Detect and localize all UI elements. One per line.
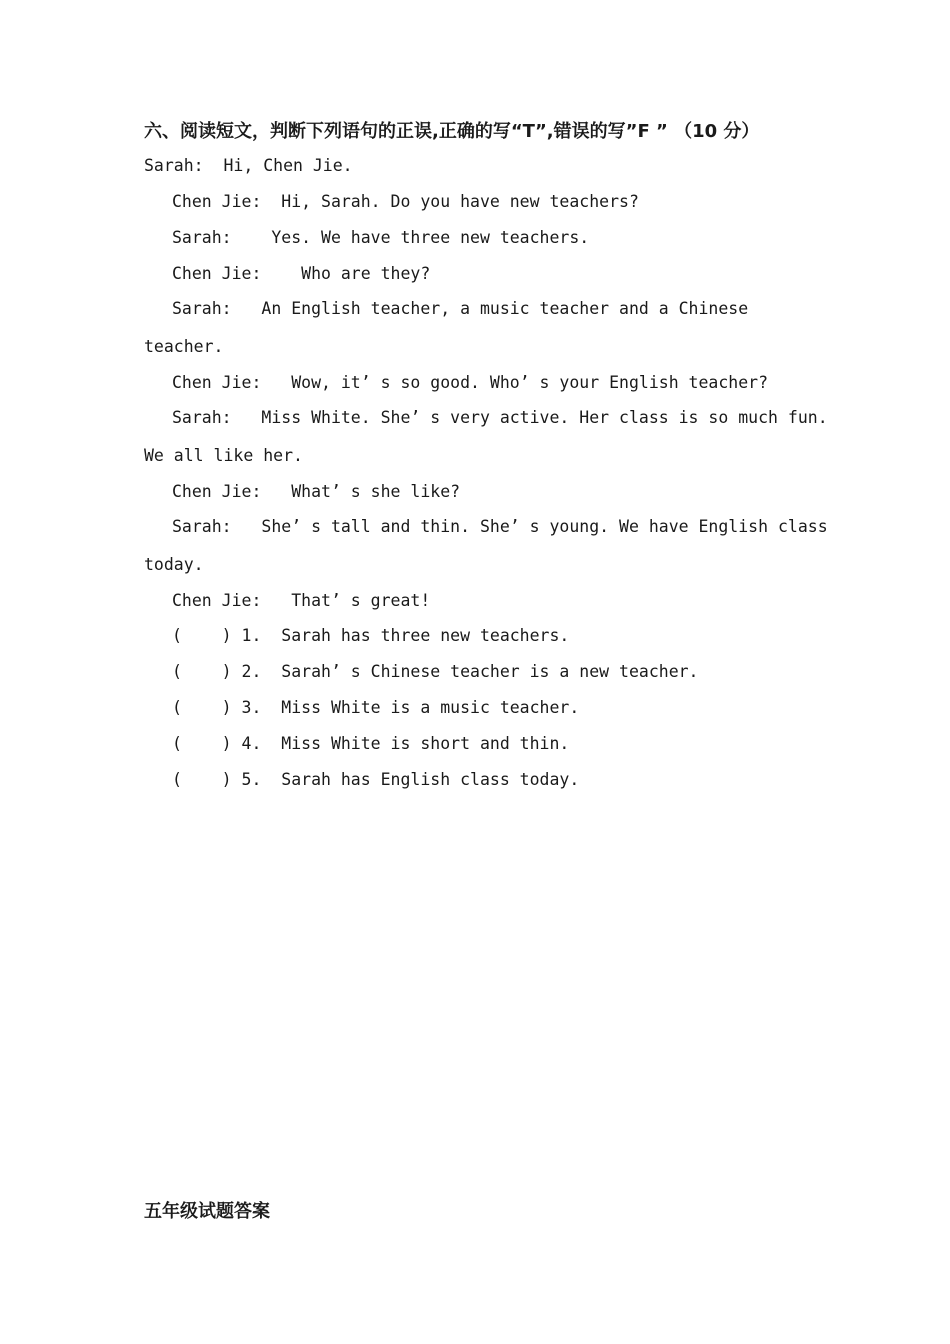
dialogue-line-5a: Sarah: An English teacher, a music teacher and a Chinese <box>172 299 749 318</box>
dialogue-line-2: Chen Jie: Hi, Sarah. Do you have new teachers? <box>172 192 639 211</box>
dialogue-line-6: Chen Jie: Wow, it’ s so good. Who’ s your English teacher? <box>172 373 769 392</box>
question-item-4: ( ) 4. Miss White is short and thin. <box>172 734 570 753</box>
dialogue-line-1: Sarah: Hi, Chen Jie. <box>144 156 353 175</box>
question-item-1: ( ) 1. Sarah has three new teachers. <box>172 626 570 645</box>
question-item-3: ( ) 3. Miss White is a music teacher. <box>172 698 580 717</box>
dialogue-line-4: Chen Jie: Who are they? <box>172 264 431 283</box>
dialogue-line-10: Chen Jie: That’ s great! <box>172 591 431 610</box>
question-item-5: ( ) 5. Sarah has English class today. <box>172 770 580 789</box>
dialogue-line-7b: We all like her. <box>144 446 303 465</box>
answers-heading: 五年级试题答案 <box>144 1201 270 1222</box>
section-six-heading: 六、阅读短文，判断下列语句的正误,正确的写“T”,错误的写”F ” （10 分） <box>144 121 760 142</box>
dialogue-line-8: Chen Jie: What’ s she like? <box>172 482 461 501</box>
dialogue-line-9a: Sarah: She’ s tall and thin. She’ s young. We have English class <box>172 517 828 536</box>
dialogue-line-5b: teacher. <box>144 337 224 356</box>
dialogue-line-9b: today. <box>144 555 204 574</box>
dialogue-line-3: Sarah: Yes. We have three new teachers. <box>172 228 590 247</box>
question-item-2: ( ) 2. Sarah’ s Chinese teacher is a new teacher. <box>172 662 699 681</box>
dialogue-line-7a: Sarah: Miss White. She’ s very active. Her class is so much fun. <box>172 408 828 427</box>
